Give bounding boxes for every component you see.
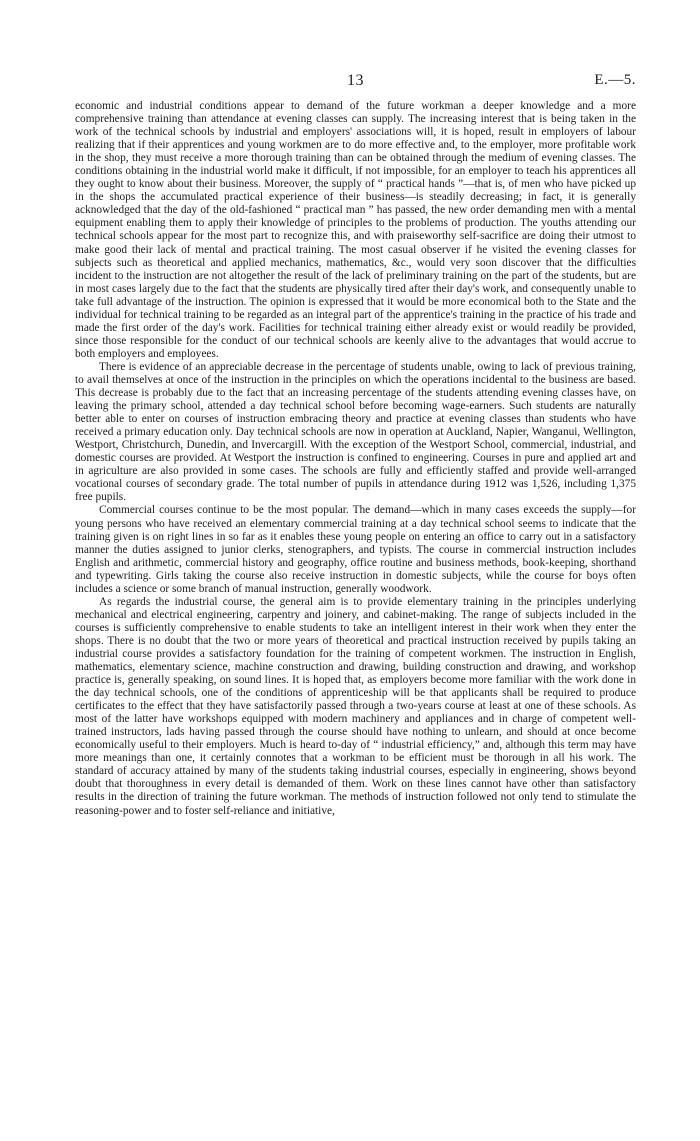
body-text [75,100,636,818]
document-reference: E.—5. [594,72,636,88]
page-header [75,70,636,100]
page-number: 13 [347,72,364,89]
paragraph: There is evidence of an appreciable decrease in the percentage of students unable, owing to lack of previous training, to avail themselves at once of the instruction in the principles on which the operations incidental to the business are based. This decrease is probably due to the fact that an increasing percentage of the students attending evening classes have, on leaving the primary school, attended a day technical school before becoming wage-earners. Such students are naturally better able to enter on courses of instruction embracing theory and practice at evening classes than students who have received a primary education only. Day technical schools are now in operation at Auckland, Napier, Wanganui, Wellington, Westport, Christchurch, Dunedin, and Invercargill. With the exception of the Westport School, commercial, industrial, and domestic courses are provided. At Westport the instruction is confined to engineering. Courses in pure and applied art and in agriculture are also provided in some cases. The schools are fully and efficiently staffed and provide well-arranged vocational courses of secondary grade. The total number of pupils in attendance during 1912 was 1,526, including 1,375 free pupils. [75,360,636,504]
paragraph: As regards the industrial course, the general aim is to provide elementary training in the principles underlying mechanical and electrical engineering, carpentry and joinery, and cabinet-making. The range of subjects included in the courses is sufficiently comprehensive to enable students to take an intelligent interest in their work when they enter the shops. There is no doubt that the two or more years of theoretical and practical instruction received by pupils taking an industrial course provides a satisfactory foundation for the training of competent workmen. The instruction in English, mathematics, elementary science, machine construction and drawing, building construction and drawing, and workshop practice is, generally speaking, on sound lines. It is hoped that, as employers become more familiar with the work done in the day technical schools, one of the conditions of apprenticeship will be that applicants shall be required to produce certificates to the effect that they have satisfactorily passed through a two-years course at least at one of these schools. As most of the latter have workshops equipped with modern machinery and appliances and in charge of competent well-trained instructors, lads having passed through the course should have nothing to unlearn, and should at once become economically useful to their employers. Much is heard to-day of “ industrial efficiency,” and, although this term may have more meanings than one, it certainly connotes that a workman to be efficient must be thorough in all his work. The standard of accuracy attained by many of the students taking industrial courses, especially in engineering, shows beyond doubt that thoroughness in every detail is demanded of them. Work on these lines cannot have other than satisfactory results in the direction of training the future workman. The methods of instruction followed not only tend to stimulate the reasoning-power and to foster self-reliance and initiative, [75,595,636,817]
paragraph: economic and industrial conditions appear to demand of the future workman a deeper knowledge and a more comprehensive training than attendance at evening classes can supply. The increasing interest that is being taken in the work of the technical schools by industrial and employers' associations will, it is hoped, result in employers of labour realizing that if their apprentices and young workmen are to do more effective and, to the employer, more profitable work in the shop, they must receive a more thorough training than can be obtained through the medium of evening classes. The conditions obtaining in the industrial world make it difficult, if not impossible, for an employer to teach his apprentices all they ought to know about their business. Moreover, the supply of “ practical hands ”—that is, of men who have picked up in the shops the accumulated practical experience of their business—is steadily decreasing; in fact, it is generally acknowledged that the day of the old-fashioned “ practical man ” has passed, the new order demanding men with a mental equipment enabling them to apply their knowledge of principles to the problems of production. The youths attending our technical schools appear for the most part to recognize this, and with praiseworthy self-sacrifice are doing their utmost to make good their lack of mental and practical training. The most casual observer if he visited the evening classes for subjects such as theoretical and applied mechanics, mathematics, &c., would very soon discover that the difficulties incident to the instruction are not altogether the result of the lack of preliminary training on the part of the students, but are in most cases largely due to the fact that the students are physically tired after their day's work, and consequently unable to take full advantage of the instruction. The opinion is expressed that it would be more economical both to the State and the individual for technical training to be regarded as an integral part of the apprentice's training in the practice of his trade and made the first order of the day's work. Facilities for technical training either already exist or would readily be provided, since those responsible for the conduct of our technical schools are keenly alive to the advantages that would accrue to both employers and employees. [75,100,636,360]
paragraph: Commercial courses continue to be the most popular. The demand—which in many cases exceeds the supply—for young persons who have received an elementary commercial training at a day technical school seems to indicate that the training given is on right lines in so far as it enables these young people on entering an office to carry out in a satisfactory manner the duties assigned to junior clerks, stenographers, and typists. The course in commercial instruction includes English and arithmetic, commercial history and geography, office routine and business methods, book-keeping, shorthand and typewriting. Girls taking the course also receive instruction in domestic subjects, while the course for boys often includes a science or some branch of manual instruction, generally woodwork. [75,504,636,595]
